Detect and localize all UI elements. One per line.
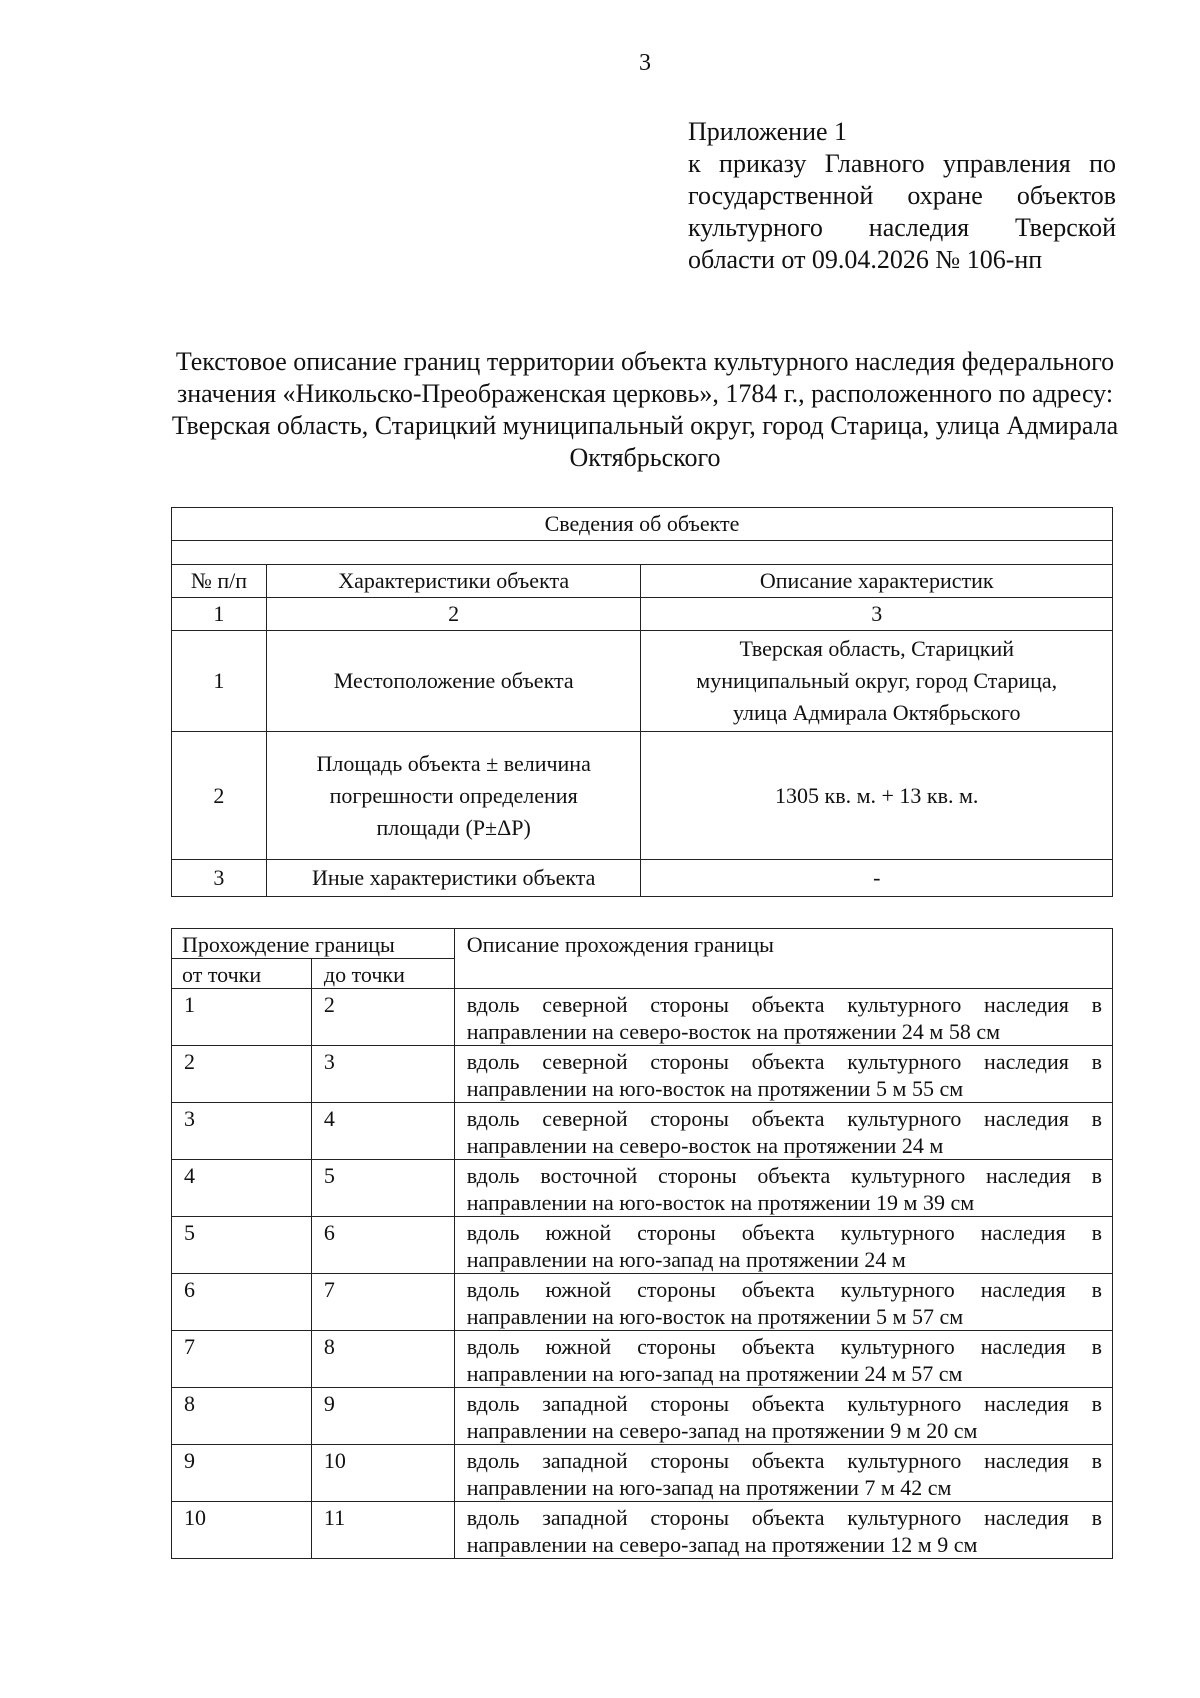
column-number-row	[172, 598, 1113, 631]
table-heading: Сведения об объекте	[172, 508, 1113, 541]
table-row	[172, 860, 1113, 897]
from-point: 4	[172, 1160, 312, 1217]
table-row	[172, 1274, 1113, 1331]
to-point: 10	[311, 1445, 454, 1502]
table-spacer	[172, 541, 1113, 565]
from-point: 10	[172, 1502, 312, 1559]
column-number: 2	[266, 598, 641, 631]
from-point: 5	[172, 1217, 312, 1274]
boundary-description: вдоль южной стороны объекта культурного наследия в направлении на юго-запад на протяжении 24 м	[454, 1217, 1112, 1274]
from-point: 6	[172, 1274, 312, 1331]
row-description: 1305 кв. м. + 13 кв. м.	[641, 732, 1113, 860]
table-row	[172, 1160, 1113, 1217]
boundary-header-row	[172, 929, 1113, 959]
boundary-description: вдоль южной стороны объекта культурного наследия в направлении на юго-восток на протяжении 5 м 57 см	[454, 1274, 1112, 1331]
appendix-title: Приложение 1	[688, 117, 848, 146]
to-point: 4	[311, 1103, 454, 1160]
table-row	[172, 732, 1113, 860]
column-number: 3	[641, 598, 1113, 631]
row-characteristic: Площадь объекта ± величина погрешности определения площади (Р±ΔР)	[266, 732, 641, 860]
row-number: 3	[172, 860, 267, 897]
boundary-description: вдоль восточной стороны объекта культурного наследия в направлении на юго-восток на протяжении 19 м 39 см	[454, 1160, 1112, 1217]
table-spacer-row	[172, 541, 1113, 565]
table-row	[172, 631, 1113, 732]
boundary-description: вдоль северной стороны объекта культурного наследия в направлении на юго-восток на протяжении 5 м 55 см	[454, 1046, 1112, 1103]
passage-header: Прохождение границы	[172, 929, 455, 959]
table-row	[172, 1103, 1113, 1160]
table-row	[172, 1217, 1113, 1274]
from-point: 9	[172, 1445, 312, 1502]
to-point: 9	[311, 1388, 454, 1445]
boundary-description: вдоль западной стороны объекта культурного наследия в направлении на юго-запад на протяжении 7 м 42 см	[454, 1445, 1112, 1502]
row-characteristic: Местоположение объекта	[266, 631, 641, 732]
from-point-header: от точки	[172, 959, 312, 989]
from-point: 7	[172, 1331, 312, 1388]
description-header: Описание прохождения границы	[454, 929, 1112, 989]
to-point: 7	[311, 1274, 454, 1331]
column-number: 1	[172, 598, 267, 631]
table-row	[172, 1388, 1113, 1445]
boundary-description: вдоль южной стороны объекта культурного наследия в направлении на юго-запад на протяжении 24 м 57 см	[454, 1331, 1112, 1388]
table-row	[172, 1502, 1113, 1559]
table-row	[172, 1331, 1113, 1388]
row-description: -	[641, 860, 1113, 897]
object-info-table	[171, 507, 1113, 897]
table-row	[172, 989, 1113, 1046]
to-point: 2	[311, 989, 454, 1046]
page-number: 3	[639, 50, 651, 76]
boundary-description-table	[171, 928, 1113, 1559]
to-point: 3	[311, 1046, 454, 1103]
boundary-description: вдоль северной стороны объекта культурного наследия в направлении на северо-восток на протяжении 24 м	[454, 1103, 1112, 1160]
column-header: Описание характеристик	[641, 565, 1113, 598]
to-point: 6	[311, 1217, 454, 1274]
table-header-row	[172, 565, 1113, 598]
from-point: 8	[172, 1388, 312, 1445]
boundary-description: вдоль северной стороны объекта культурного наследия в направлении на северо-восток на протяжении 24 м 58 см	[454, 989, 1112, 1046]
document-title: Текстовое описание границ территории объекта культурного наследия федерального значения «Никольско-Преображенская церковь», 1784 г., расположенного по адресу: Тверская область, Старицкий муниципальный округ, город Старица, улица Адмирала Октябрьского	[171, 347, 1119, 472]
from-point: 2	[172, 1046, 312, 1103]
to-point: 5	[311, 1160, 454, 1217]
appendix-text: к приказу Главного управления по государственной охране объектов культурного наследия Тверской области от 09.04.2026 № 106-нп	[688, 149, 1116, 274]
boundary-description: вдоль западной стороны объекта культурного наследия в направлении на северо-запад на протяжении 9 м 20 см	[454, 1388, 1112, 1445]
to-point: 11	[311, 1502, 454, 1559]
to-point-header: до точки	[311, 959, 454, 989]
from-point: 1	[172, 989, 312, 1046]
row-description: Тверская область, Старицкий муниципальный округ, город Старица, улица Адмирала Октябрьского	[641, 631, 1113, 732]
boundary-description: вдоль западной стороны объекта культурного наследия в направлении на северо-запад на протяжении 12 м 9 см	[454, 1502, 1112, 1559]
table-heading-row	[172, 508, 1113, 541]
row-number: 2	[172, 732, 267, 860]
table-row	[172, 1445, 1113, 1502]
table-row	[172, 1046, 1113, 1103]
to-point: 8	[311, 1331, 454, 1388]
from-point: 3	[172, 1103, 312, 1160]
appendix-block	[688, 116, 1116, 276]
row-characteristic: Иные характеристики объекта	[266, 860, 641, 897]
column-header: Характеристики объекта	[266, 565, 641, 598]
row-number: 1	[172, 631, 267, 732]
column-header: № п/п	[172, 565, 267, 598]
